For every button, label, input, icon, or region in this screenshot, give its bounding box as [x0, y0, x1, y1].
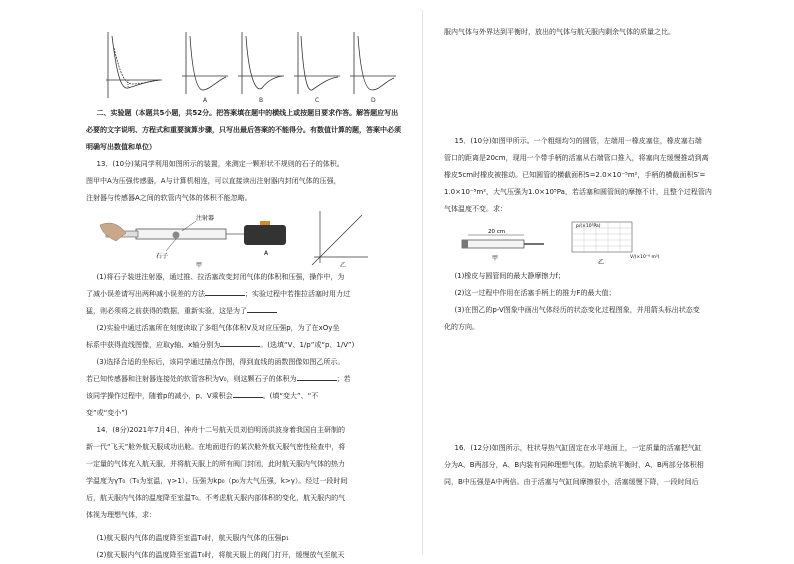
- q15-line-1: 15．(10分)如图甲所示。一个粗细均匀的圆管，左端用一橡皮塞住，橡皮塞右端: [454, 137, 702, 145]
- q14-line-5: 后，航天服内气体的温度降至室温T₀。不考虑航天服内部体积的变化，航天服内的气: [86, 494, 346, 502]
- tube-distance-label: 20 cm: [488, 229, 506, 235]
- option-a-graph: [182, 32, 228, 94]
- option-c-label: C: [315, 97, 320, 103]
- q14-sub-2: (2)航天服内气体的温度降至室温T₀时，将航天服上的阀门打开，缓慢放气至航天: [96, 551, 345, 559]
- q15-figure-jia-label: 甲: [492, 255, 499, 262]
- q13-part-3-line-2: 若已知传感器和注射器连接处的软管容积为V₀，则这颗石子的体积为 ；若: [86, 371, 402, 388]
- q15-sub-1: (1)橡皮与圆管间的最大静摩擦力f；: [454, 272, 565, 280]
- q16-line-3: 同，B中压强是A中两倍。由于活塞与气缸间摩擦很小，活塞缓慢下降，一段时间后: [444, 478, 699, 486]
- q13-line-3: 注射器与传感器A之间的软管内气体的体积不能忽略。: [86, 194, 252, 202]
- tube-figure-jia: [462, 229, 544, 262]
- column-divider: [422, 10, 423, 555]
- q16-line-2: 分为A、B两部分，A、B内装有同种理想气体。初始系统平衡时，A、B两部分体积相: [444, 461, 704, 469]
- q13-part-3-line-1: (3)选择合适的坐标后，该同学通过描点作图，得到直线的函数图像如图乙所示。: [96, 358, 345, 366]
- option-d-label: D: [371, 97, 376, 103]
- q15-line-4: 1.0×10⁻⁵m²，大气压强为1.0×10⁵Pa，若活塞和圆管间的摩擦不计，且整个过程管内: [444, 188, 712, 196]
- figure-yi-label: 乙: [340, 262, 347, 269]
- pv-xlabel: V/(×10⁻⁶ m³): [630, 255, 660, 260]
- q13-part-1-line-1: (1)将石子装进注射器，通过推、拉活塞改变封闭气体的体积和压强，操作中，为: [96, 273, 345, 281]
- q14-line-3: 一定量的气体充入航天服，并将航天服上的所有阀门封闭，此时航天服内气体的热力: [86, 460, 345, 468]
- q14-line-6: 体视为理想气体，求：: [86, 511, 156, 519]
- section-2-header: 二、实验题（本题共5小题，共52分。把答案填在题中的横线上或按题目要求作答。解答题应写出必要的文字说明、方程式和重要演算步骤，只写出最后答案的不能得分。有数值计算的题，答案中必须明确写出数值和单位）: [86, 109, 401, 151]
- left-column: [86, 0, 402, 564]
- q15-line-5: 气体温度不变。求：: [444, 205, 507, 213]
- q14-line-1: 14．(8分)2021年7月4日，神舟十二号航天员刘伯明汤洪波身着我国自主研制的: [96, 426, 346, 434]
- syringe-setup-figure: [100, 214, 286, 269]
- q13-part-3-line-4: 变”或“变小”): [86, 409, 128, 417]
- answer-options-figure: [102, 28, 402, 103]
- q13-part-3-line-3: 该同学操作过程中，随着p的减小，p、V乘积会 。(填“变大”、“不: [86, 388, 402, 405]
- q13-answer-blank-5[interactable]: [233, 389, 263, 398]
- q15-sub-2: (2)这一过程中作用在活塞手柄上的推力F的最大值；: [454, 289, 616, 297]
- syringe-label: 注射器: [196, 215, 215, 222]
- q15-figure-yi-label: 乙: [598, 259, 605, 266]
- option-c-graph: [294, 32, 340, 94]
- q16-line-1: 16．(12分)如图所示，柱状导热气缸固定在水平地面上，一定质量的活塞把气缸: [454, 444, 702, 452]
- option-d-graph: [350, 32, 396, 94]
- q13-line-1: 13．(10分)某同学利用如图所示的装置，来测定一颗形状不规则的石子的体积。: [96, 160, 344, 168]
- q14-line-2: 新一代“飞天”舱外航天服成功出舱。在地面进行的某次舱外航天服气密性检查中，将: [86, 443, 346, 451]
- sensor-label: A: [264, 250, 269, 257]
- q15-figure: [460, 220, 760, 268]
- pv-ylabel: p/(×10⁵Pa): [576, 224, 601, 229]
- q13-part-1-line-3: 猛，则必须将之前获得的数据，重新实验，这是为了: [86, 303, 402, 320]
- option-a-label: A: [203, 97, 208, 103]
- q15-line-3: 橡皮5cm时橡皮被推动。已知圆管的横截面积S=2.0×10⁻⁵m²，手柄的横截面积S′=: [444, 171, 706, 179]
- pv-grid-yi: [572, 222, 660, 266]
- q15-sub-3a: (3)在图乙的p-V图象中画出气体经历的状态变化过程图象，并用箭头标出状态变: [454, 306, 700, 314]
- q13-answer-blank-2[interactable]: [247, 304, 277, 313]
- q13-part-1-line-2: 了减小误差请写出两种减小误差的方法 ；实验过程中若推拉活塞时用力过: [86, 286, 402, 303]
- option-b-graph: [238, 32, 284, 94]
- q13-answer-blank-4[interactable]: [297, 372, 337, 381]
- stone-label: 石子: [156, 253, 169, 260]
- q13-graph-yi: [312, 211, 368, 269]
- right-column: [444, 24, 766, 491]
- q13-part-2-line-2: 标系中获得直线图像，应取y轴、x轴分别为 。(选填“V、1/p”或“p、1/V”): [86, 337, 402, 354]
- option-b-label: B: [259, 97, 264, 103]
- q15-line-2: 管口的距离是20cm，现用一个带手柄的活塞从右端管口推入，将塞向左缓慢推动到离: [444, 154, 709, 162]
- q13-part-2-line-1: (2)实验中通过活塞所在刻度读取了多组气体体积V及对应压强p，为了在xOy坐: [96, 324, 340, 332]
- q13-figure: [96, 207, 396, 269]
- q14-line-4: 学温度为γT₀（T₀为室温，γ>1）、压强为kp₀（p₀为大气压强，k>γ）。经过一段时间: [86, 477, 348, 485]
- question-curve-graph: [106, 32, 162, 98]
- q13-answer-blank-3[interactable]: [220, 338, 260, 347]
- q14-continuation: 服内气体与外界达到平衡时，放出的气体与航天服内剩余气体的质量之比。: [444, 28, 675, 36]
- q14-sub-1: (1)航天服内气体的温度降至室温T₀时，航天服内气体的压强p₁: [96, 534, 289, 542]
- q13-answer-blank-1[interactable]: [205, 287, 245, 296]
- q13-line-2: 图甲中A为压强传感器，A与计算机相连，可以直接读出注射器内封闭气体的压强，: [86, 177, 341, 185]
- q15-sub-3b: 化的方向。: [444, 323, 479, 331]
- figure-jia-label: 甲: [196, 262, 203, 269]
